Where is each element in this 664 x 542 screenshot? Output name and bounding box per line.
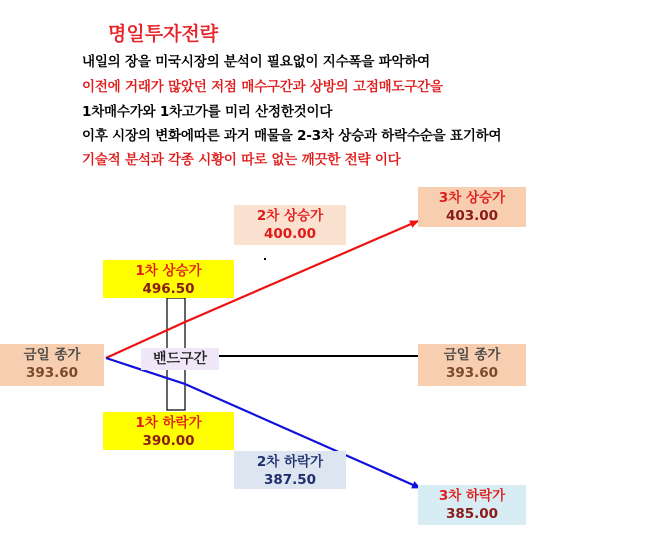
down3-value: 385.00 (445, 506, 499, 522)
text-line-5: 기술적 분석과 각종 시황이 따로 없는 깨끗한 전략 이다 (82, 152, 401, 168)
up2-value: 400.00 (263, 226, 317, 242)
text-line-3: 1차매수가와 1차고가를 미리 산정한것이다 (82, 104, 333, 120)
down1-label: 1차 하락가 (135, 415, 202, 431)
up1-label: 1차 상승가 (135, 263, 202, 279)
text-line-2: 이전에 거래가 많았던 저점 매수구간과 상방의 고점매도구간을 (82, 79, 443, 95)
close-right-value: 393.60 (445, 365, 499, 381)
text-line-1: 내일의 장을 미국시장의 분석이 필요없이 지수폭을 파악하여 (82, 54, 431, 70)
up2-box (234, 205, 346, 245)
stray-dot (264, 258, 266, 260)
down2-label: 2차 하락가 (256, 454, 324, 470)
up1-value: 496.50 (142, 281, 195, 297)
text-line-4: 이후 시장의 변화에따른 과거 매물을 2-3차 상승과 하락수순을 표기하여 (82, 128, 502, 144)
close-left-box (0, 344, 104, 386)
band-label: 밴드구간 (141, 348, 219, 370)
down2-box (234, 451, 346, 489)
page-title: 명일투자전략 (108, 23, 219, 45)
close-left-value: 393.60 (25, 365, 79, 381)
up2-label: 2차 상승가 (256, 208, 324, 224)
close-right-box (418, 344, 526, 386)
up1-box (103, 260, 234, 298)
up3-box (418, 187, 526, 227)
down3-box (418, 485, 526, 525)
up3-value: 403.00 (445, 208, 499, 224)
down3-label: 3차 하락가 (438, 488, 506, 504)
down2-value: 387.50 (263, 472, 317, 488)
up3-label: 3차 상승가 (438, 190, 506, 206)
close-left-label: 금일 종가 (23, 347, 81, 363)
close-right-label: 금일 종가 (443, 347, 501, 363)
down1-value: 390.00 (142, 433, 195, 449)
down1-box (103, 412, 234, 450)
